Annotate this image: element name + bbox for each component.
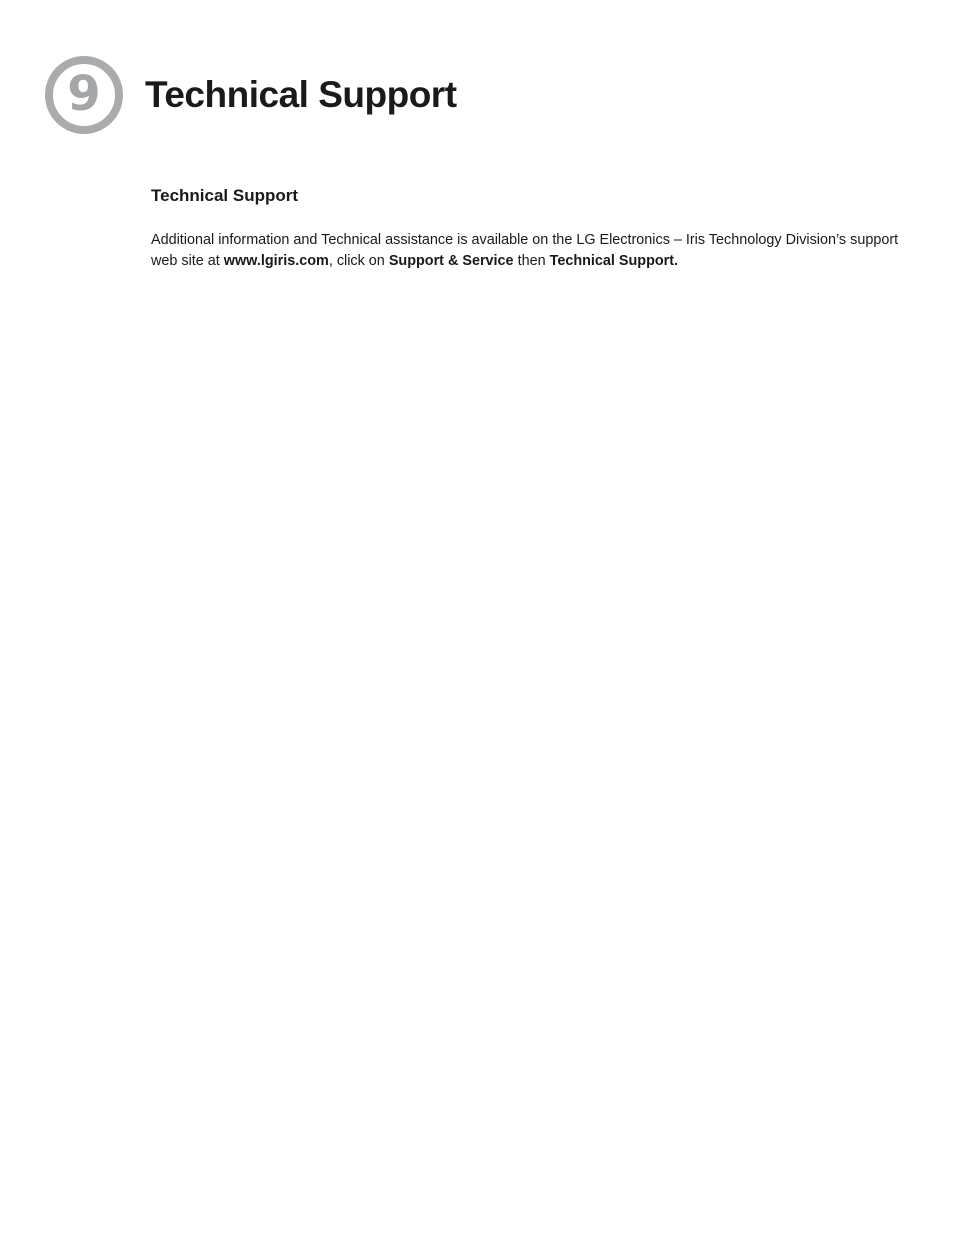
text-web-site-at: web site at: [151, 253, 224, 269]
paragraph-line-1: Additional information and Technical assistance is available on the LG Electronics – Iris Technology Division’s support: [151, 232, 899, 248]
website-link: www.lgiris.com: [223, 253, 329, 269]
support-paragraph: [151, 230, 899, 272]
text-click-on: , click on: [328, 253, 389, 269]
text-then: then: [513, 253, 550, 269]
support-service-label: Support & Service: [388, 253, 514, 269]
section-heading: Technical Support: [151, 186, 299, 205]
text-period: .: [674, 253, 679, 269]
paragraph-line-2: [151, 251, 891, 272]
chapter-title: Technical Support: [145, 74, 457, 115]
technical-support-label: Technical Support: [549, 253, 675, 269]
chapter-number: 9: [67, 66, 101, 122]
chapter-number-badge: [45, 56, 123, 134]
